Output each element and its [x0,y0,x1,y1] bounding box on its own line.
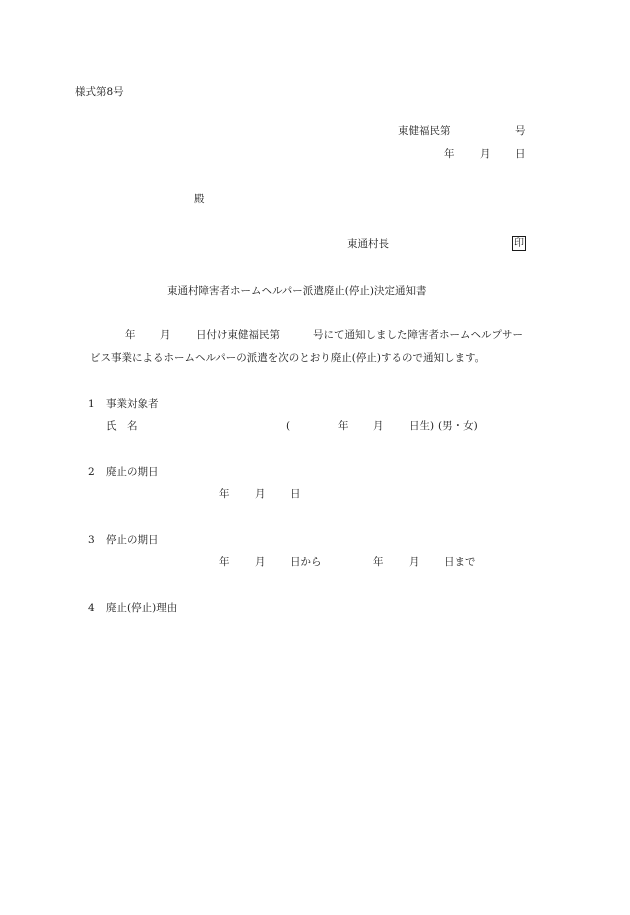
birth-day: 日生) [409,420,435,432]
suspend-from-year: 年 [219,556,230,568]
recipient-honorific: 殿 [194,193,205,205]
document-title: 東通村障害者ホームヘルパー派遣廃止(停止)決定通知書 [167,285,427,297]
seal-icon: 印 [514,238,524,249]
section-2-number: 2 [88,466,95,478]
section-4-number: 4 [88,602,95,614]
suspend-until-year: 年 [373,556,384,568]
birth-year: 年 [338,420,349,432]
body-line2: ビス事業によるホームヘルパーの派遣を次のとおり廃止(停止)するので通知します。 [90,352,486,364]
suspend-from-month: 月 [255,556,266,568]
doc-number-suffix: 号 [515,125,526,137]
abolish-year: 年 [219,488,230,500]
section-3-number: 3 [88,534,95,546]
date-month: 月 [480,148,491,160]
abolish-day: 日 [290,488,301,500]
section-1-number: 1 [88,398,95,410]
gender-choice: (男・女) [438,420,478,432]
section-3-label: 停止の期日 [106,534,159,546]
birth-paren-open: ( [286,420,291,432]
body-date-ref: 日付け東健福民第 [196,329,280,341]
birth-month: 月 [373,420,384,432]
section-4-label: 廃止(停止)理由 [106,602,178,614]
section-1-label: 事業対象者 [106,398,159,410]
subject-name-label: 氏 名 [106,420,138,432]
suspend-until-month: 月 [409,556,420,568]
form-number: 様式第8号 [75,86,124,98]
doc-number-prefix: 東健福民第 [398,125,451,137]
abolish-month: 月 [255,488,266,500]
suspend-from-day: 日から [290,556,322,568]
suspend-until-day: 日まで [444,556,476,568]
date-day: 日 [515,148,526,160]
body-year: 年 [125,329,136,341]
body-month: 月 [160,329,171,341]
sender-title: 東通村長 [347,238,389,250]
date-year: 年 [444,148,455,160]
body-line1-text: 号にて通知しました障害者ホームヘルプサー [313,329,523,341]
section-2-label: 廃止の期日 [106,466,159,478]
seal-mark [512,236,526,251]
